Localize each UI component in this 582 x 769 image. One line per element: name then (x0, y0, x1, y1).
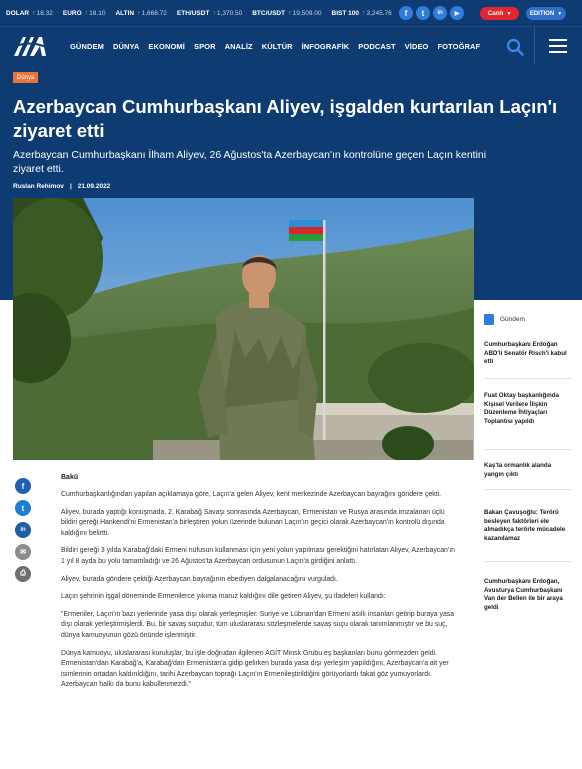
ticker-label: EURO (62, 9, 82, 17)
search-icon[interactable] (506, 38, 524, 56)
ticker-dolar[interactable] (6, 10, 53, 17)
category-badge[interactable]: Dünya (13, 72, 38, 83)
article-paragraph: Aliyev, burada yaptığı konuşmada, 2. Karabağ Savaşı sonrasında Azerbaycan, Ermenistan ve Rusya arasında imzalanan üçlü bildiri gereği Hankendi'ni Ermenistan'a birleştiren yolun üzerinde bulunan Laçın'ın geçici olarak Azerbaycan'ın kontrolü dışında kaldığını belirtti. (61, 508, 445, 537)
ticker-value: 1,370.50 (216, 9, 243, 17)
ticker-altin[interactable] (115, 10, 166, 17)
ticker-btc[interactable] (252, 10, 321, 17)
arrow-up-icon: ↑ (32, 9, 36, 17)
ticker-label: ALTIN (115, 9, 135, 17)
sidebar-divider (484, 489, 572, 490)
edition-button[interactable] (526, 7, 566, 20)
article-paragraph: Cumhurbaşkanlığından yapılan açıklamaya göre, Laçın'a gelen Aliyev, kent merkezinde Azerbaycan bayrağını göndere çekti. (61, 491, 442, 498)
twitter-icon[interactable]: t (416, 6, 430, 20)
nav-podcast[interactable]: PODCAST (358, 41, 396, 51)
ticker-label: DOLAR (6, 9, 30, 17)
arrow-up-icon: ↑ (212, 9, 216, 17)
sidebar-divider (484, 378, 572, 379)
sidebar-news-item[interactable]: Fuat Oktay başkanlığında Kişisel Verilere İlişkin Düzenleme İhtiyaçları Toplantısı yapıldı (484, 392, 559, 425)
nav-fotograf[interactable]: FOTOĞRAF (437, 41, 481, 51)
share-twitter-icon[interactable]: t (15, 500, 31, 516)
nav-ekonomi[interactable]: EKONOMİ (148, 41, 185, 51)
ticker-euro[interactable] (63, 10, 106, 17)
share-facebook-icon[interactable]: f (15, 478, 31, 494)
nav-menu (70, 27, 489, 65)
article-paragraph: Bildiri gereği 3 yılda Karabağ'daki Ermeni nüfusun kullanması için yeni yolun yapılması gerektiğini hatırlatan Aliyev, Azerbaycan'ın 1 yıl 8 ayda bu yolu tamamladığı ve 26 Ağustos'ta Azerbaycan ordusunun Laçın'a girdiğini anlattı. (61, 547, 455, 565)
bookmark-icon (484, 314, 494, 325)
nav-gundem[interactable]: GÜNDEM (70, 41, 104, 51)
chevron-down-icon: ▼ (506, 10, 512, 17)
ticker-value: 18.10 (89, 9, 106, 17)
sidebar-divider (484, 449, 572, 450)
ticker-value: 3,245.76 (366, 9, 392, 17)
article-paragraph: "Ermeniler, Laçın'ın bazı yerlerinde yasa dışı olarak yerleşmişler. Suriye ve Lübnan'dan Ermeni asıllı insanları getirip buraya yasa dışı olarak yerleştirmişlerdi. Bu, bir savaş suçudur, tüm uluslararası sözleşmelerde savaş suçu olarak tanımlanmıştır ve bu suç, dünya kamuoyunun gözü önünde işlenmiştir. (61, 610, 455, 639)
byline (13, 183, 110, 190)
sidebar-heading (484, 314, 525, 325)
ticker-value: 1,668.72 (141, 9, 167, 17)
nav-infografik[interactable]: İNFOGRAFİK (301, 41, 350, 51)
sidebar-news-item[interactable]: Cumhurbaşkanı Erdoğan ABD'li Senatör Risch'i kabul etti (484, 341, 567, 366)
ticker-value: 19,509.00 (292, 9, 322, 17)
live-button[interactable] (480, 7, 519, 20)
main-nav (0, 26, 582, 64)
byline-separator: | (69, 183, 72, 190)
facebook-icon[interactable]: f (399, 6, 413, 20)
arrow-up-icon: ↑ (84, 9, 89, 17)
sidebar-news-item[interactable]: Cumhurbaşkanı Erdoğan, Avusturya Cumhurbaşkanı Van der Bellen ile bir araya geldi (484, 578, 563, 611)
article-photo (13, 198, 474, 460)
print-icon[interactable]: ⎙ (15, 566, 31, 582)
ticker-bist[interactable] (332, 10, 392, 17)
article-paragraph: Laçın şehrinin işgal döneminde Ermenilerce yıkıma maruz kaldığını dile getiren Aliyev, şu ifadeleri kullandı: (61, 593, 386, 601)
sidebar-news-item[interactable]: Bakan Çavuşoğlu: Terörü besleyen faktörleri ele almadıkça terörle mücadele kazanılamaz (484, 509, 566, 542)
sidebar-heading-label: Gündem (500, 316, 525, 323)
menu-icon[interactable] (549, 39, 567, 53)
nav-video[interactable]: VİDEO (404, 41, 429, 51)
market-ticker (0, 0, 582, 26)
nav-kultur[interactable]: KÜLTÜR (261, 41, 293, 51)
chevron-down-icon: ▼ (557, 10, 563, 17)
article-paragraph: Dünya kamuoyu, uluslararası kuruluşlar, bu işle doğrudan ilgilenen AGİT Minsk Grubu eş başkanları bunu görmezden geldi. Ermenistan'dan Karabağ'a, Karabağ'dan Ermenistan'a gidip gelirken burada yasa dışı yerleşim yapıldığını, Azerbaycan'a ait yer isimlerinin ortadan kaldırıldığını, tarihi Azerbaycan toprağı Laçın'ın Ermenileştirildiğini görüyorlardı fakat göz yumuyorlardı. Azerbaycan halkı da bunu kabullenmezdi." (61, 649, 449, 689)
sidebar-news-item[interactable]: Kaş'ta ormanlık alanda yangın çıktı (484, 462, 552, 478)
linkedin-icon[interactable]: in (433, 6, 447, 20)
share-email-icon[interactable]: ✉ (15, 544, 31, 560)
ticker-label: ETH/USDT (176, 9, 210, 17)
social-links (399, 6, 467, 20)
nav-dunya[interactable]: DÜNYA (112, 41, 140, 51)
ticker-label: BTC/USDT (252, 9, 286, 17)
author[interactable]: Ruslan Rehimov (13, 183, 64, 190)
ticker-eth[interactable] (177, 10, 242, 17)
arrow-up-icon: ↑ (137, 9, 141, 17)
article-summary: Azerbaycan Cumhurbaşkanı İlham Aliyev, 26 Ağustos'ta Azerbaycan'ın kontrolüne geçen Laçın kentini ziyaret etti. (13, 149, 487, 175)
arrow-up-icon: ↑ (288, 9, 292, 17)
nav-spor[interactable]: SPOR (193, 41, 216, 51)
edition-label: EDITION (529, 10, 555, 17)
article-paragraph: Aliyev, burada göndere çektiği Azerbaycan bayrağının ebediyen dalgalanacağını vurguladı. (61, 575, 338, 583)
ticker-value: 18.32 (36, 9, 53, 17)
aa-logo[interactable] (10, 32, 50, 60)
nav-analiz[interactable]: ANALİZ (224, 41, 253, 51)
share-linkedin-icon[interactable]: in (15, 522, 31, 538)
dateline: Bakü (61, 474, 79, 481)
nav-divider (534, 27, 535, 65)
article-title: Azerbaycan Cumhurbaşkanı Aliyev, işgalden kurtarılan Laçın'ı ziyaret etti (13, 96, 558, 141)
live-label: Canlı (487, 10, 504, 17)
sidebar-divider (484, 561, 572, 562)
ticker-label: BIST 100 (331, 9, 359, 17)
youtube-icon[interactable]: ▶ (450, 6, 464, 20)
arrow-up-icon: ↑ (361, 9, 366, 17)
article-body (61, 474, 458, 698)
publish-date: 21.09.2022 (77, 183, 111, 190)
